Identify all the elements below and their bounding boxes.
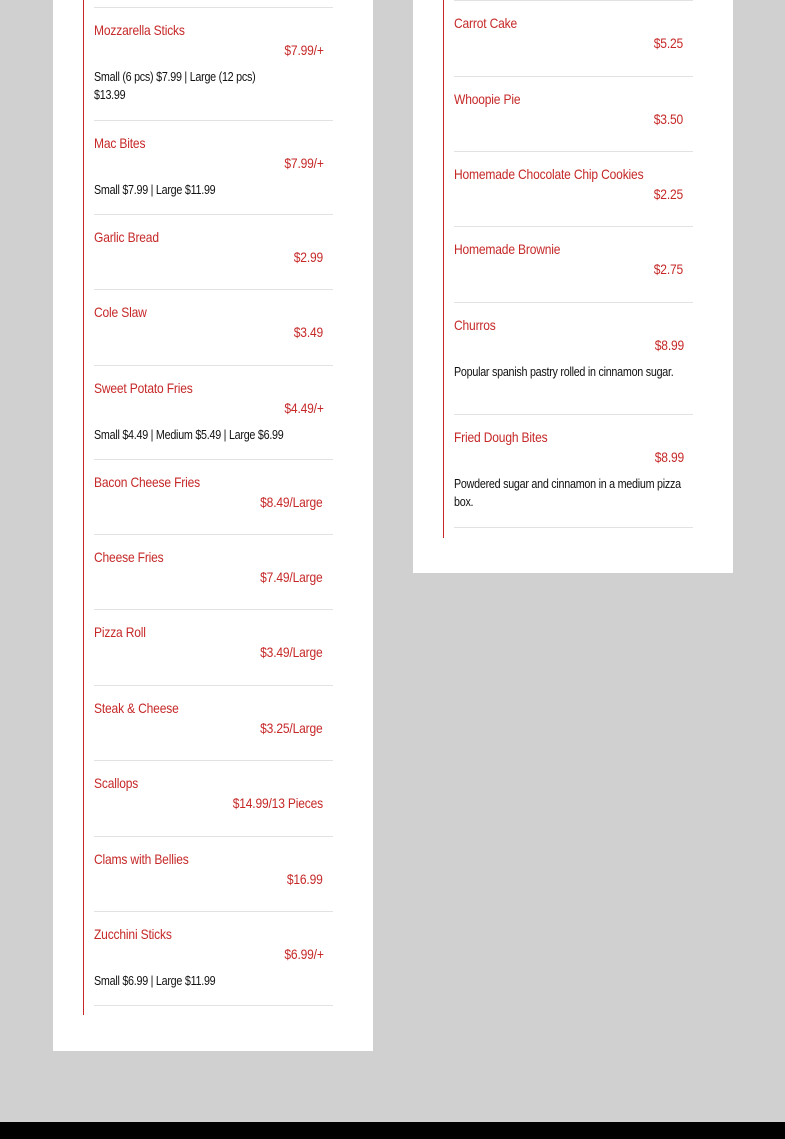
item-name: Mozzarella Sticks bbox=[94, 22, 185, 38]
menu-item bbox=[94, 8, 333, 121]
item-price: $7.99/+ bbox=[284, 155, 324, 171]
item-name: Sweet Potato Fries bbox=[94, 380, 193, 396]
item-name: Churros bbox=[454, 317, 496, 333]
item-price: $3.25/Large bbox=[260, 720, 323, 736]
accent-rule bbox=[83, 0, 84, 1015]
item-name: Mac Bites bbox=[94, 135, 146, 151]
item-description: Small $6.99 | Large $11.99 bbox=[94, 974, 216, 988]
item-name: Pizza Roll bbox=[94, 624, 146, 640]
menu-item bbox=[94, 686, 333, 761]
item-price: $3.49 bbox=[293, 324, 323, 340]
item-description: Small $7.99 | Large $11.99 bbox=[94, 183, 216, 197]
menu-card-left bbox=[53, 0, 373, 1051]
menu-item bbox=[454, 1, 693, 77]
footer-bar bbox=[0, 1122, 785, 1139]
item-description: Small (6 pcs) $7.99 | Large (12 pcs) $13.99 bbox=[94, 70, 256, 102]
menu-card-right bbox=[413, 0, 733, 573]
menu-list-left bbox=[94, 7, 333, 1006]
menu-item bbox=[94, 837, 333, 912]
item-price: $3.49/Large bbox=[260, 644, 323, 660]
item-description: Small $4.49 | Medium $5.49 | Large $6.99 bbox=[94, 428, 284, 442]
menu-item bbox=[94, 912, 333, 1006]
item-price: $6.99/+ bbox=[284, 946, 324, 962]
menu-item bbox=[454, 415, 693, 528]
item-price: $14.99/13 Pieces bbox=[232, 795, 323, 811]
item-price: $2.25 bbox=[653, 186, 683, 202]
item-name: Clams with Bellies bbox=[94, 851, 189, 867]
accent-rule bbox=[443, 0, 444, 538]
item-name: Scallops bbox=[94, 775, 139, 791]
menu-item bbox=[94, 535, 333, 610]
item-name: Bacon Cheese Fries bbox=[94, 474, 200, 490]
item-name: Fried Dough Bites bbox=[454, 429, 548, 445]
item-name: Zucchini Sticks bbox=[94, 926, 172, 942]
menu-item bbox=[94, 290, 333, 366]
item-price: $2.75 bbox=[653, 261, 683, 277]
item-price: $8.99 bbox=[654, 337, 684, 353]
item-price: $5.25 bbox=[653, 35, 683, 51]
item-price: $7.99/+ bbox=[284, 42, 324, 58]
item-name: Homemade Chocolate Chip Cookies bbox=[454, 166, 644, 182]
item-price: $7.49/Large bbox=[260, 569, 323, 585]
menu-item bbox=[454, 77, 693, 152]
menu-item bbox=[454, 303, 693, 415]
menu-item bbox=[94, 215, 333, 290]
menu-item bbox=[94, 366, 333, 460]
item-description: Powdered sugar and cinnamon in a medium pizza box. bbox=[454, 477, 681, 509]
item-name: Steak & Cheese bbox=[94, 700, 179, 716]
item-name: Cheese Fries bbox=[94, 549, 164, 565]
item-price: $8.99 bbox=[654, 449, 684, 465]
menu-item bbox=[94, 610, 333, 686]
item-price: $16.99 bbox=[287, 871, 323, 887]
menu-list-right bbox=[454, 0, 693, 528]
menu-item bbox=[94, 761, 333, 837]
item-price: $4.49/+ bbox=[284, 400, 324, 416]
item-name: Homemade Brownie bbox=[454, 241, 561, 257]
item-description: Popular spanish pastry rolled in cinnamon sugar. bbox=[454, 365, 674, 379]
item-price: $8.49/Large bbox=[260, 494, 323, 510]
item-price: $3.50 bbox=[653, 111, 683, 127]
item-name: Carrot Cake bbox=[454, 15, 518, 31]
menu-item bbox=[454, 227, 693, 303]
menu-item bbox=[94, 460, 333, 535]
menu-item bbox=[454, 152, 693, 227]
item-name: Garlic Bread bbox=[94, 229, 159, 245]
item-price: $2.99 bbox=[293, 249, 323, 265]
item-name: Whoopie Pie bbox=[454, 91, 521, 107]
menu-item bbox=[94, 121, 333, 215]
item-name: Cole Slaw bbox=[94, 304, 147, 320]
